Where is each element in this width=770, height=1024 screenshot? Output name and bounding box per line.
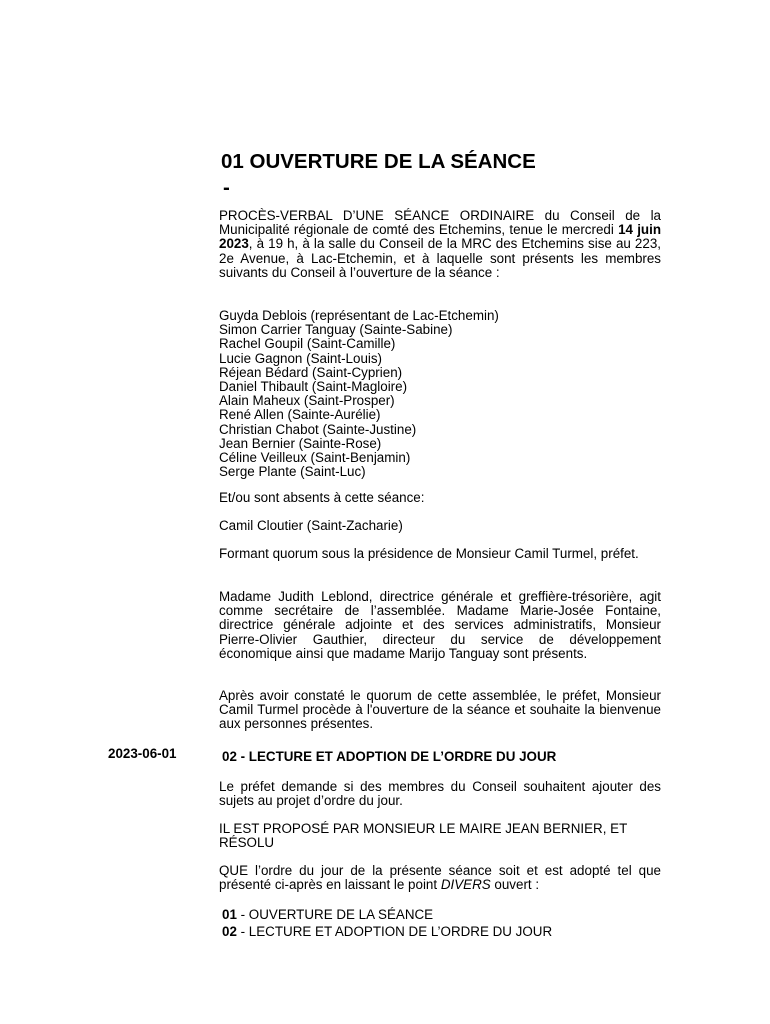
divers-keyword: DIVERS (440, 877, 491, 893)
resolution-text-start: QUE l’ordre du jour de la présente séance soit et est adopté tel que présenté ci-après en laissant le point (219, 863, 661, 893)
member-present: Alain Maheux (Saint-Prosper) (219, 393, 395, 409)
member-present: Guyda Deblois (représentant de Lac-Etchemin) (219, 308, 499, 323)
members-present-list (219, 309, 661, 479)
resolution-paragraph (219, 864, 661, 892)
member-present: Jean Bernier (Sainte-Rose) (219, 435, 382, 451)
meeting-date: 14 juin 2023 (219, 222, 662, 252)
member-present: Rachel Goupil (Saint-Camille) (219, 336, 396, 352)
agenda-item-number: 01 (222, 907, 237, 922)
intro-text-start: PROCÈS-VERBAL D’UNE SÉANCE ORDINAIRE du Conseil de la Municipalité régionale de comté des Etchemins, tenue le mercredi (219, 208, 661, 238)
member-absent: Camil Cloutier (Saint-Zacharie) (219, 518, 403, 533)
member-present: Daniel Thibault (Saint-Magloire) (219, 379, 408, 395)
staff-paragraph: Madame Judith Leblond, directrice générale et greffière-trésorière, agit comme secrétaire de l’assemblée. Madame Marie-Josée Fontaine, directrice générale adjointe et des services administratifs, Monsieur Pierre-Olivier Gauthier, directeur du service de développement économique ainsi que madame Marijo Tanguay sont présents. (219, 589, 661, 661)
resolution-number: 2023-06-01 (108, 746, 177, 761)
agenda-item-text: - LECTURE ET ADOPTION DE L’ORDRE DU JOUR (236, 924, 553, 940)
intro-paragraph (219, 209, 661, 280)
agenda-list (222, 908, 662, 939)
absent-intro: Et/ou sont absents à cette séance: (219, 490, 425, 505)
agenda-item-text: - OUVERTURE DE LA SÉANCE (236, 907, 434, 922)
resolution-text-end: ouvert : (490, 877, 540, 893)
agenda-item (222, 908, 662, 922)
member-present: Céline Veilleux (Saint-Benjamin) (219, 450, 411, 466)
member-present: Réjean Bédard (Saint-Cyprien) (219, 364, 403, 380)
agenda-item (222, 925, 662, 939)
section-heading: 02 - LECTURE ET ADOPTION DE L’ORDRE DU JOUR (222, 749, 557, 764)
members-absent-list (219, 519, 661, 533)
opening-paragraph: Après avoir constaté le quorum de cette assemblée, le préfet, Monsieur Camil Turmel procède à l'ouverture de la séance et souhaite la bienvenue aux personnes présentes. (219, 688, 661, 732)
section-title: 01 OUVERTURE DE LA SÉANCE (221, 150, 536, 173)
agenda-item-number: 02 (222, 924, 237, 940)
member-present: Serge Plante (Saint-Luc) (219, 464, 366, 480)
member-present: Christian Chabot (Sainte-Justine) (219, 421, 417, 437)
intro-text-end: , à 19 h, à la salle du Conseil de la MRC des Etchemins sise au 223, 2e Avenue, à Lac-Etchemin, et à laquelle sont présents les membres suivants du Conseil à l’ouverture de la séance : (219, 236, 661, 280)
section-title-dash: - (223, 176, 230, 199)
member-present: Lucie Gagnon (Saint-Louis) (219, 350, 383, 366)
quorum-paragraph: Formant quorum sous la présidence de Monsieur Camil Turmel, préfet. (219, 546, 639, 561)
proposal-paragraph: IL EST PROPOSÉ PAR MONSIEUR LE MAIRE JEAN BERNIER, ET RÉSOLU (219, 821, 628, 851)
agenda-question-paragraph: Le préfet demande si des membres du Conseil souhaitent ajouter des sujets au projet d’ordre du jour. (219, 779, 661, 809)
member-present: René Allen (Sainte-Aurélie) (219, 407, 381, 423)
member-present: Simon Carrier Tanguay (Sainte-Sabine) (219, 322, 453, 338)
